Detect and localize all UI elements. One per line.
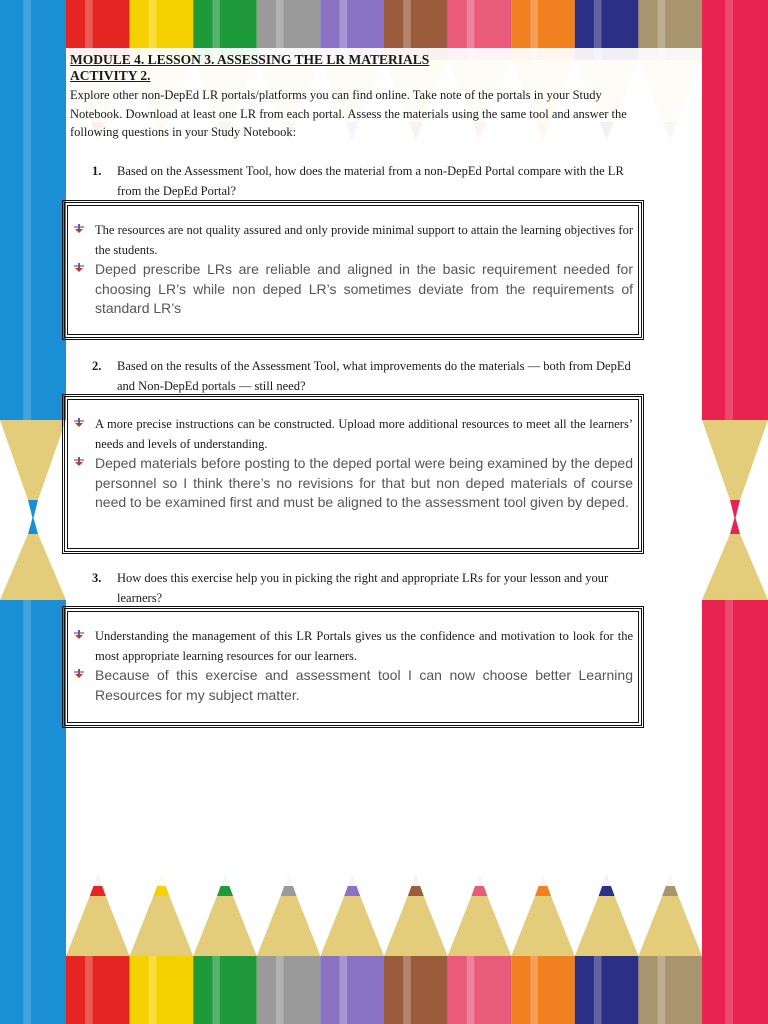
question-3: [92, 568, 632, 608]
bottom-pencil-body: [320, 956, 384, 1024]
pencil-highlight: [467, 956, 475, 1024]
pencil-highlight: [530, 956, 538, 1024]
question-text: Based on the Assessment Tool, how does the material from a non-DepEd Portal compare with the LR from the DepEd Portal?: [117, 164, 624, 198]
right-pencil-lower-wood: [702, 534, 768, 600]
right-pencil-upper-body: [702, 0, 768, 420]
pencil-highlight: [725, 0, 733, 1024]
question-1: [92, 161, 632, 201]
bottom-pencil-body: [193, 956, 257, 1024]
right-pencil-lower-body: [702, 600, 768, 1024]
bottom-pencil-body: [66, 956, 130, 1024]
arrow-bullet-icon: [73, 629, 85, 641]
answer-item: Understanding the management of this LR Portals gives us the confidence and motivation to look for the most appropriate learning resources for our learners.: [95, 627, 633, 666]
module-header: [70, 52, 650, 142]
pencil-highlight: [594, 956, 602, 1024]
activity-title: ACTIVITY 2.: [70, 68, 151, 83]
answer-box-3: [62, 606, 644, 728]
pencil-highlight: [85, 956, 93, 1024]
arrow-bullet-icon: [73, 668, 85, 680]
bottom-pencil-body: [384, 956, 448, 1024]
pencil-highlight: [339, 956, 347, 1024]
left-pencil-lower-wood: [0, 534, 66, 600]
bottom-pencil-body: [575, 956, 639, 1024]
question-text: How does this exercise help you in picking the right and appropriate LRs for your lesson and your learners?: [117, 571, 609, 605]
bottom-pencil-body: [511, 956, 575, 1024]
bottom-pencil-body: [130, 956, 194, 1024]
arrow-bullet-icon: [73, 262, 85, 274]
question-number: 2.: [92, 359, 102, 373]
answer-box-2: [62, 394, 644, 554]
left-pencil-upper-body: [0, 0, 66, 420]
instructions-text: Explore other non-DepEd LR portals/platforms you can find online. Take note of the portals in your Study Notebook. Download at least one LR from each portal. Assess the materials using the same tool and answer the following questions in your Study Notebook:: [70, 88, 627, 139]
pencil-highlight: [276, 956, 284, 1024]
answer-item: Deped prescribe LRs are reliable and aligned in the basic requirement needed for choosing LR’s while non deped LR’s sometimes deviate from the requirements of standard LR’s: [95, 260, 633, 319]
answer-item: The resources are not quality assured and only provide minimal support to attain the learning objectives for the students.: [95, 221, 633, 260]
question-2: [92, 356, 632, 396]
bottom-pencil-body: [257, 956, 321, 1024]
pencil-highlight: [403, 956, 411, 1024]
bottom-pencils-decoration: [66, 874, 702, 1024]
answer-item: Because of this exercise and assessment tool I can now choose better Learning Resources for my subject matter.: [95, 666, 633, 705]
question-number: 1.: [92, 164, 102, 178]
answer-item: Deped materials before posting to the deped portal were being examined by the deped personnel so I think there’s no revisions for that but non deped materials of course need to be examined first and must be aligned to the assessment tool given by deped.: [95, 454, 633, 513]
arrow-bullet-icon: [73, 456, 85, 468]
left-pencil-upper-wood: [0, 420, 66, 500]
pencil-highlight: [149, 956, 157, 1024]
question-number: 3.: [92, 571, 102, 585]
pencil-highlight: [212, 956, 220, 1024]
module-title: MODULE 4. LESSON 3. ASSESSING THE LR MATERIALS: [70, 52, 430, 67]
arrow-bullet-icon: [73, 223, 85, 235]
pencil-highlight: [657, 956, 665, 1024]
arrow-bullet-icon: [73, 417, 85, 429]
pencil-highlight: [23, 0, 31, 1024]
bottom-pencil-body: [638, 956, 702, 1024]
answer-item: A more precise instructions can be constructed. Upload more additional resources to meet all the learners’ needs and levels of understanding.: [95, 415, 633, 454]
right-pencil-upper-wood: [702, 420, 768, 500]
answer-box-1: [62, 200, 644, 340]
question-text: Based on the results of the Assessment Tool, what improvements do the materials — both from DepEd and Non-DepEd portals — still need?: [117, 359, 631, 393]
bottom-pencil-body: [448, 956, 512, 1024]
left-pencil-lower-body: [0, 600, 66, 1024]
